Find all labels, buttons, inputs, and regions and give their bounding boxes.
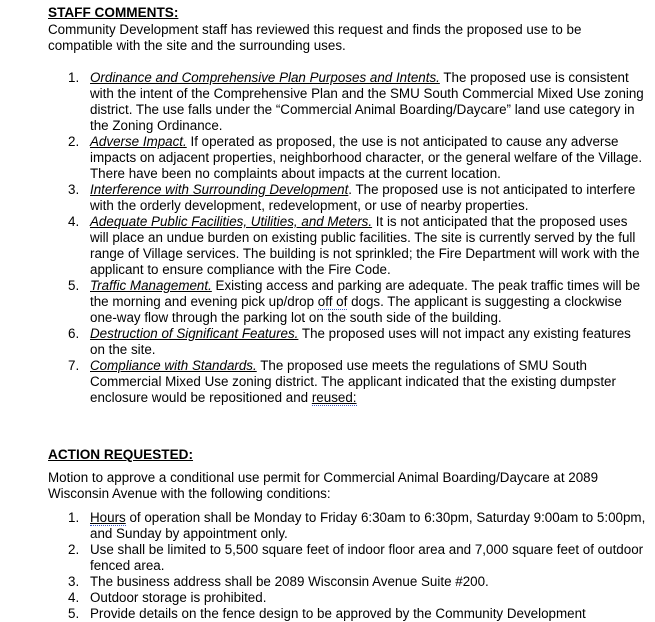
criterion-title: Interference with Surrounding Development xyxy=(90,182,349,197)
list-item: 4. Adequate Public Facilities, Utilities, and Meters. It is not anticipated that the proposed uses will place an undue burden on existing public facilities. The site is currently served by the full range of Village services. The building is not sprinkled; the Fire Department will work with the applicant to ensure compliance with the Fire Code. xyxy=(68,214,640,277)
list-item: 6. Destruction of Significant Features. The proposed uses will not impact any existing features on the site. xyxy=(68,326,631,357)
criterion-text: It is not anticipated that the proposed uses will place an undue burden on existing public facilities. The site is currently served by the full range of Village services. The building is not sprinkled; the Fire Department will work with the applicant to ensure compliance with the Fire Code. xyxy=(90,214,640,277)
staff-comments-heading: STAFF COMMENTS: xyxy=(48,5,179,20)
list-item: 2. Use shall be limited to 5,500 square feet of indoor floor area and 7,000 square feet of outdoor fenced area. xyxy=(68,542,644,573)
staff-criteria-list xyxy=(48,70,648,406)
criterion-text: The proposed uses will not impact any existing features on the site. xyxy=(90,326,631,357)
criterion-text: The proposed use meets the regulations of SMU South Commercial Mixed Use zoning district. The applicant indicated that the existing dumpster enclosure would be repositioned and xyxy=(90,358,616,405)
action-intro: Motion to approve a conditional use permit for Commercial Animal Boarding/Daycare at 2089 Wisconsin Avenue with the following conditions: xyxy=(48,470,599,501)
list-item: 5. Provide details on the fence design to be approved by the Community Development xyxy=(68,606,586,621)
condition-text: Outdoor storage is prohibited. xyxy=(90,590,267,605)
criterion-text: . The proposed use is not anticipated to interfere with the orderly development, redevelopment, or use of nearby properties. xyxy=(90,182,636,213)
criterion-title: Compliance with Standards. xyxy=(90,358,257,373)
criterion-text: dogs. The applicant is suggesting a clockwise one-way flow through the parking lot on the south side of the building. xyxy=(90,294,622,325)
criterion-title: Traffic Management. xyxy=(90,278,212,293)
list-item: 1. Ordinance and Comprehensive Plan Purposes and Intents. The proposed use is consistent with the intent of the Comprehensive Plan and the SMU South Commercial Mixed Use zoning district. The use falls under the “Commercial Animal Boarding/Daycare” land use category in the Zoning Ordinance. xyxy=(68,70,644,133)
criterion-text: Existing access and parking are adequate. The peak traffic times will be the morning and evening pick up/drop xyxy=(90,278,641,309)
criterion-text: If operated as proposed, the use is not anticipated to cause any adverse impacts on adjacent properties, neighborhood character, or the general welfare of the Village. There have been no complaints about impacts at the current location. xyxy=(90,134,643,181)
list-item: 5. Traffic Management. Existing access and parking are adequate. The peak traffic times will be the morning and evening pick up/drop off of dogs. The applicant is suggesting a clockwise one-way flow through the parking lot on the south side of the building. xyxy=(68,278,641,325)
criterion-title: Destruction of Significant Features. xyxy=(90,326,299,341)
grammar-flag[interactable]: off of xyxy=(317,294,348,309)
conditions-list xyxy=(48,510,648,622)
condition-text: of operation shall be Monday to Friday 6:30am to 6:30pm, Saturday 9:00am to 5:00pm, and Sunday by appointment only. xyxy=(90,510,646,541)
list-item: 7. Compliance with Standards. The proposed use meets the regulations of SMU South Commercial Mixed Use zoning district. The applicant indicated that the existing dumpster enclosure would be repositioned and reused: xyxy=(68,358,616,405)
action-requested-heading: ACTION REQUESTED: xyxy=(48,447,194,462)
list-item: 2. Adverse Impact. If operated as proposed, the use is not anticipated to cause any adverse impacts on adjacent properties, neighborhood character, or the general welfare of the Village. There have been no complaints about impacts at the current location. xyxy=(68,134,643,181)
condition-text: Provide details on the fence design to be approved by the Community Development xyxy=(90,606,586,621)
grammar-flag[interactable]: reused: xyxy=(311,390,357,405)
criterion-title: Adequate Public Facilities, Utilities, and Meters. xyxy=(90,214,373,229)
list-item: 4. Outdoor storage is prohibited. xyxy=(68,590,267,605)
list-item: 3. The business address shall be 2089 Wisconsin Avenue Suite #200. xyxy=(68,574,489,589)
criterion-title: Ordinance and Comprehensive Plan Purposes and Intents. xyxy=(90,70,440,85)
criterion-title: Adverse Impact. xyxy=(90,134,187,149)
grammar-flag[interactable]: Hours xyxy=(90,510,126,525)
criterion-text: The proposed use is consistent with the intent of the Comprehensive Plan and the SMU South Commercial Mixed Use zoning district. The use falls under the “Commercial Animal Boarding/Daycare” land use category in the Zoning Ordinance. xyxy=(90,70,644,133)
condition-text: Use shall be limited to 5,500 square feet of indoor floor area and 7,000 square feet of outdoor fenced area. xyxy=(90,542,644,573)
list-item: 1. Hours of operation shall be Monday to Friday 6:30am to 6:30pm, Saturday 9:00am to 5:00pm, and Sunday by appointment only. xyxy=(68,510,646,541)
condition-text: The business address shall be 2089 Wisconsin Avenue Suite #200. xyxy=(90,574,489,589)
staff-intro: Community Development staff has reviewed this request and finds the proposed use to be compatible with the site and the surrounding uses. xyxy=(48,22,582,53)
list-item: 3. Interference with Surrounding Development. The proposed use is not anticipated to interfere with the orderly development, redevelopment, or use of nearby properties. xyxy=(68,182,636,213)
